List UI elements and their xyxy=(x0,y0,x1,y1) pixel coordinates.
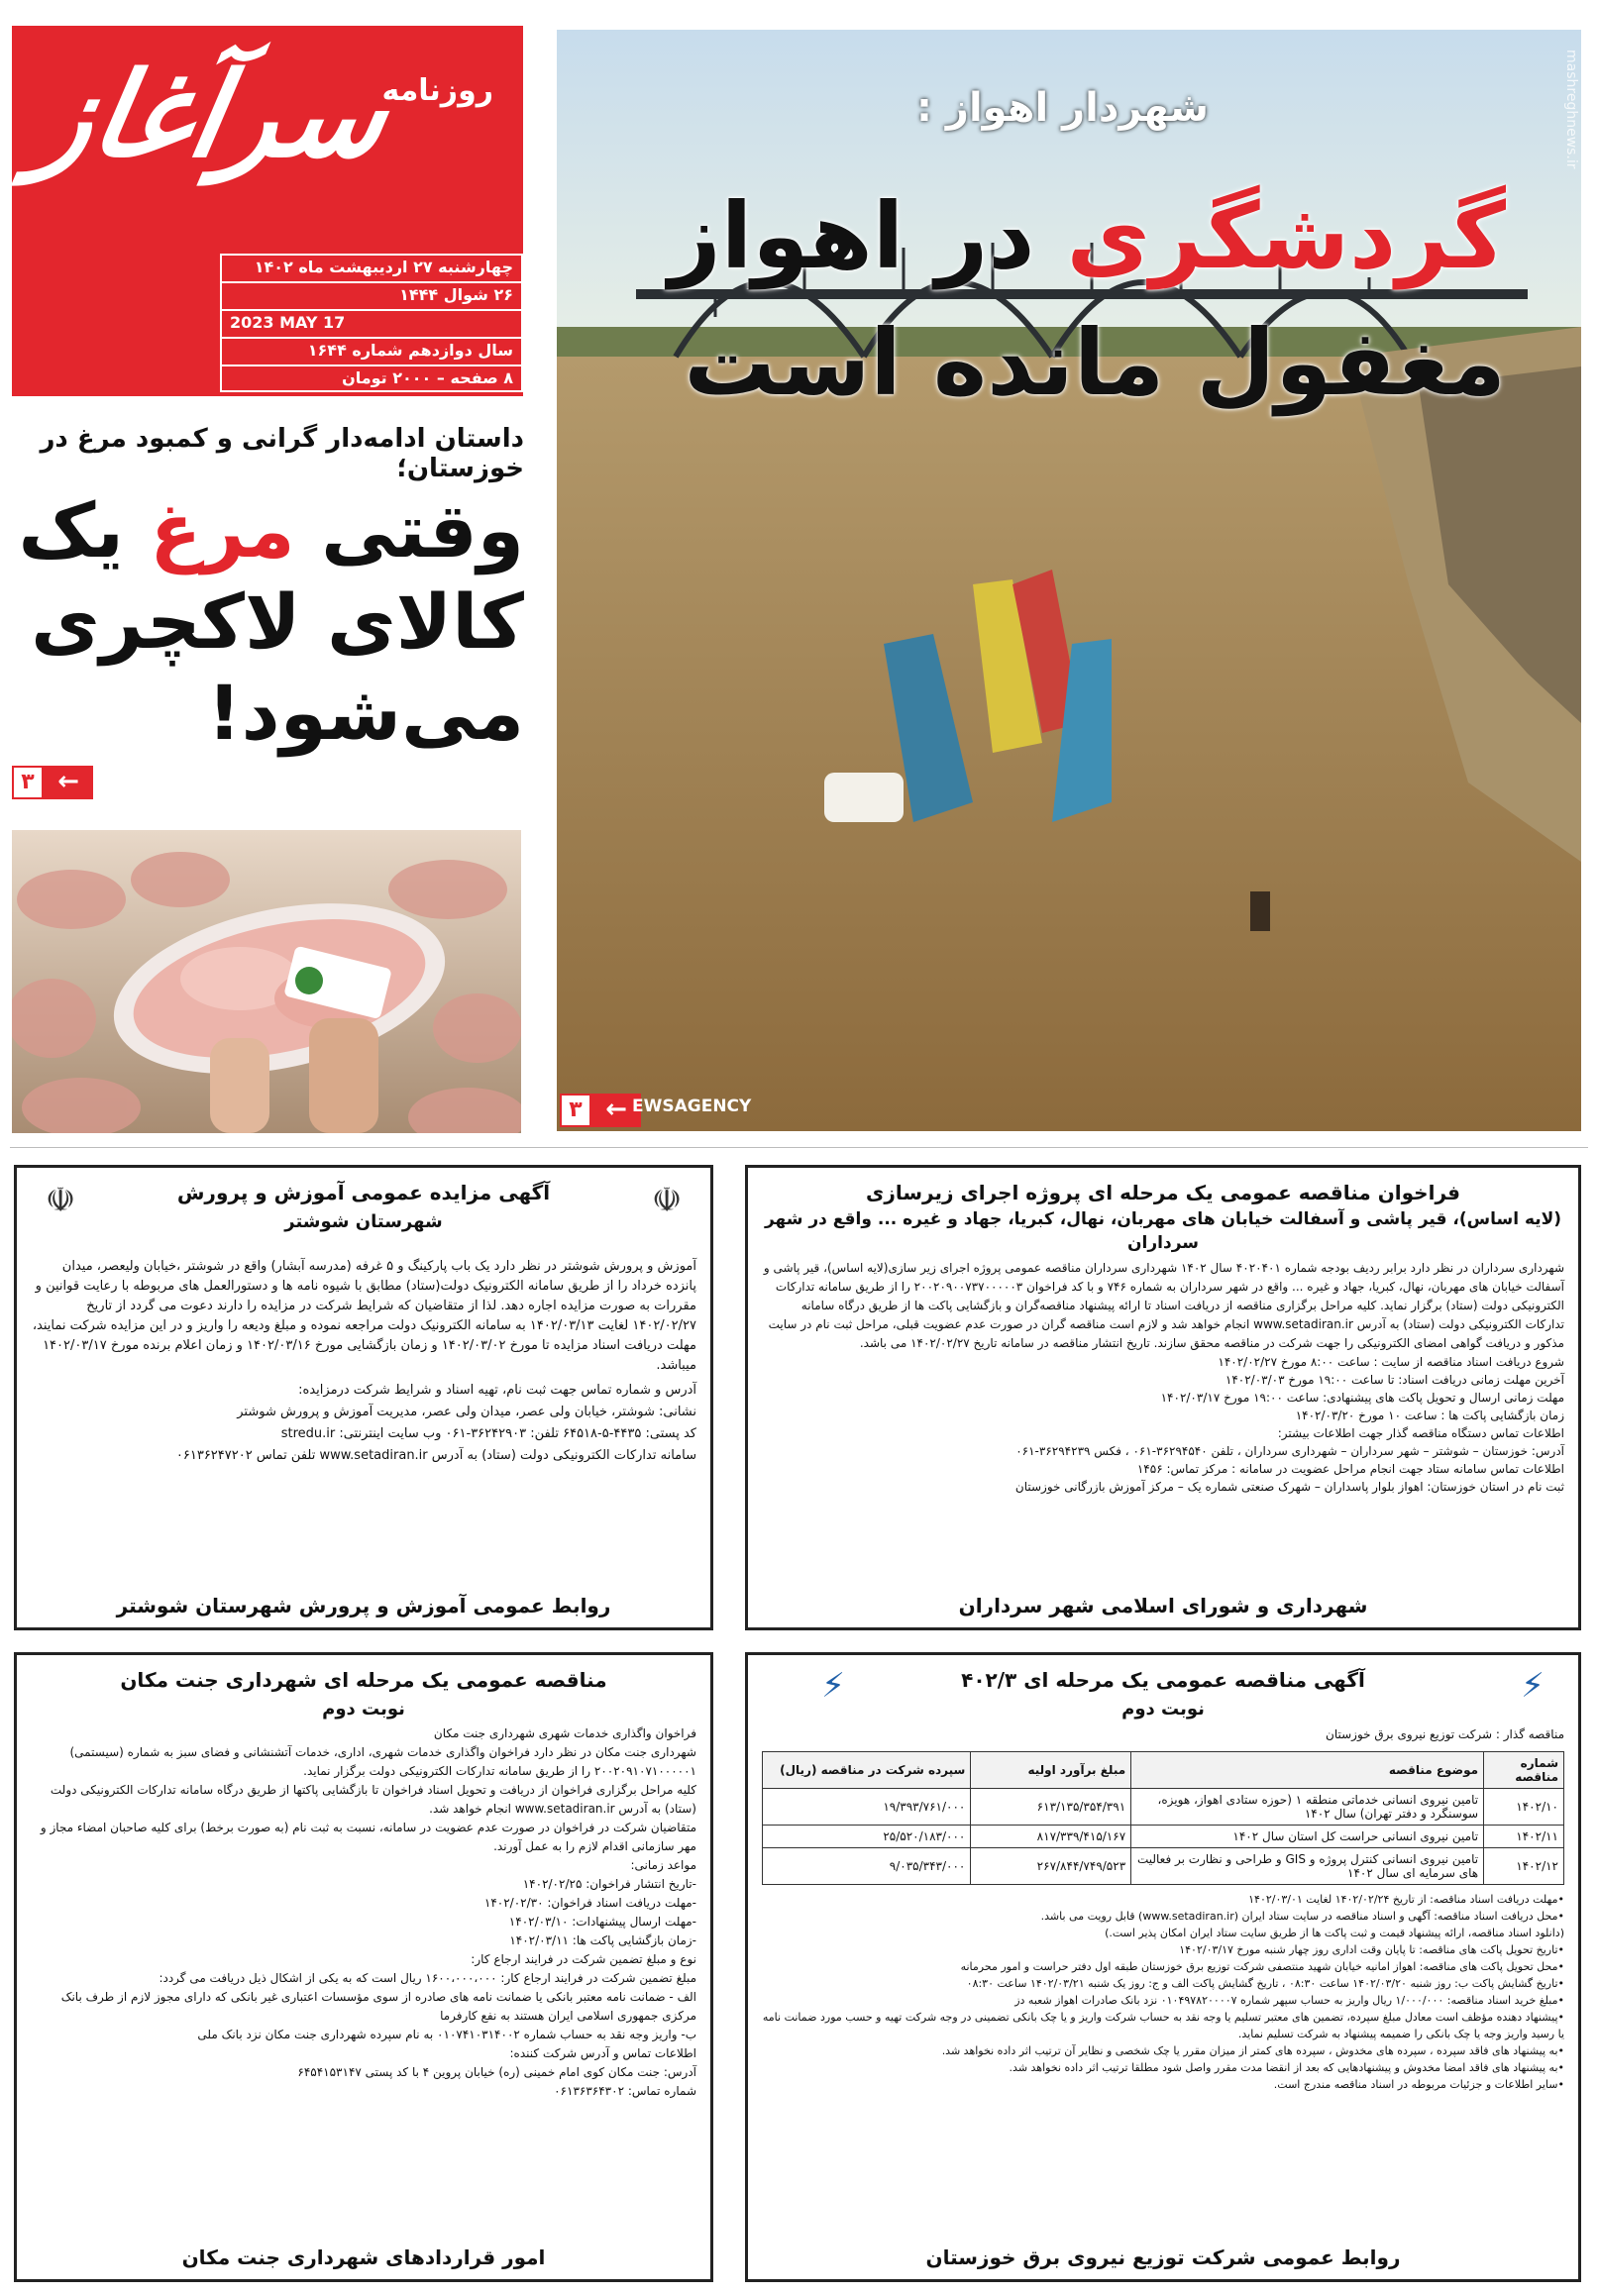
ad-subtitle: نوبت دوم xyxy=(322,1699,405,1720)
ad-title: آگهی مزایده عمومی آموزش و پرورش xyxy=(176,1181,551,1204)
table-header: شماره مناقصه xyxy=(1484,1752,1564,1789)
masthead-daily-label: روزنامه xyxy=(381,73,493,108)
table-header: مبلغ برآورد اولیه xyxy=(971,1752,1131,1789)
left-story-page-link[interactable] xyxy=(12,766,93,799)
table-row: ۱۴۰۲/۱۱ تامین نیروی انسانی حراست کل استان سال ۱۴۰۲ ۸۱۷/۳۳۹/۴۱۵/۱۶۷ ۲۵/۵۲۰/۱۸۳/۰۰۰ xyxy=(763,1826,1564,1848)
ad-footer: شهرداری و شورای اسلامی شهر سرداران xyxy=(958,1594,1368,1618)
ad-footer: روابط عمومی شرکت توزیع نیروی برق خوزستان xyxy=(925,2245,1401,2269)
arrow-left-icon: ← xyxy=(44,766,93,799)
ad-subtitle: شهرستان شوشتر xyxy=(284,1211,443,1232)
ad-subtitle: (لایه اساس)، قیر پاشی و آسفالت خیابان های مهربان، نهال، کبریا، جهاد و غیره ... واقع در شهر سرداران xyxy=(764,1209,1562,1253)
news-watermark: mashreghnews.ir xyxy=(1563,50,1579,169)
left-story-headline[interactable]: وقتی مرغ یک کالای لاکچری می‌شود! xyxy=(18,486,524,757)
ad-khuzestan-power-tender: ⚡ ⚡ آگهی مناقصه عمومی یک مرحله ای ۴۰۲/۳ نوبت دوم مناقصه گذار : شرکت توزیع نیروی برق خوزستان شماره مناقصه موضوع مناقصه مبلغ برآورد اولیه سپرده شرکت در مناقصه (ریال) ۱۴۰۲/۱۰ تامین نیروی انسانی خدماتی منطقه ۱ (حوزه ستادی اهواز، هویزه، سوسنگرد و دفتر تهران) سال ۱۴۰۲ ۶۱۳/۱۳۵/۳۵۴/۳۹۱ ۱۹/۳۹۳/۷۶۱/۰۰۰ ۱۴۰۲/۱۱ تامین نیروی انسانی حراست کل استان سال ۱۴۰۲ ۸۱۷/۳۳۹/۴۱۵/۱۶۷ ۲۵/۵۲۰/۱۸۳/۰۰۰ ۱۴۰۲/۱۲ تامین نیروی انسانی کنترل پروژه و GIS و طراحی و نظارت بر فعالیت های سرمایه ای سال ۱۴۰۲ ۲۶۷/۸۴۴/۷۴۹/۵۲۳ ۹/۰۳۵/۳۴۳/۰۰۰ •مهلت دریافت اسناد مناقصه: از تاریخ ۱۴۰۲/۰۲/۲۴ لغایت ۱۴۰۲/۰۳/۰۱ •محل دریافت اسناد مناقصه: آگهی و اسناد مناقصه در سایت ستاد ایران (www.setadiran.ir) قابل رویت می باشد. (دانلود اسناد مناقصه، ارائه پیشنهاد قیمت و ثبت پاکت ها از طریق سایت ستاد ایران امکان پذیر است.) •تاریخ تحویل پاکت های مناقصه: تا پایان وقت اداری روز چهار شنبه مورخ ۱۴۰۲/۰۳/۱۷ •محل تحویل پاکت های مناقصه: اهواز امانیه خیابان شهید منتصفی شرکت توزیع برق خوزستان طبقه اول دفتر حراست و امور محرمانه •تاریخ گشایش پاکت ب: روز شنبه ۱۴۰۲/۰۳/۲۰ ساعت ۰۸:۳۰ ، تاریخ گشایش پاکت الف و ج: روز یک شنبه ۱۴۰۲/۰۳/۲۱ ساعت ۰۸:۳۰ •مبلغ خرید اسناد مناقصه: ۱/۰۰۰/۰۰۰ ریال واریز به حساب سپهر شماره ۰۱۰۴۹۷۸۲۰۰۰۰۷ نزد بانک صادرات اهواز شعبه دز •پیشنهاد دهنده مؤظف است معادل مبلغ سپرده، تضمین های معتبر تسلیم یا وجه نقد به حساب شرکت واریز و یا چک بانکی تضمینی در وجه شرکت تهیه و حسب مورد ضمانت نامه یا رسید واریز وجه یا چک بانکی را ضمیمه پیشنهاد به شرکت تسلیم نماید. •به پیشنهاد های فاقد سپرده ، سپرده های مخدوش ، سپرده های کمتر از میزان مقرر یا چک شخصی و نظایر آن ترتیب اثر داده نخواهد شد. •به پیشنهاد های فاقد امضا مخدوش و پیشنهادهایی که بعد از انقضا مدت مقرر واصل شود مطلقا ترتیب اثر داده نخواهد شد. •سایر اطلاعات و جزئیات مربوطه در اسناد مناقصه مندرج است. روابط عمومی شرکت توزیع نیروی برق خوزستان xyxy=(745,1652,1581,2282)
hero-page-link[interactable] xyxy=(560,1094,641,1127)
newspaper-logo: سرآغاز xyxy=(25,46,398,183)
page-number: ۳ xyxy=(560,1094,591,1127)
ad-footer: امور قراردادهای شهرداری جنت مکان xyxy=(181,2245,546,2269)
issue-date-gregorian: 2023 MAY 17 xyxy=(220,309,523,337)
ad-title: مناقصه عمومی یک مرحله ای شهرداری جنت مکان xyxy=(120,1668,607,1692)
ad-body-para: شهرداری سرداران در نظر دارد برابر ردیف بودجه شماره ۴۰۲۰۴۰۱ سال ۱۴۰۲ شهرداری سرداران مناقصه عمومی پروژه اجرای زیر سازی(لایه اساس)، قیر پاشی و آسفالت خیابان های مهربان، نهال، کبریا، جهاد و غیره ... واقع در شهر سرداران به شماره ۷۴۶ و با کد فراخوان ۲۰۰۲۰۹۰۰۷۳۷۰۰۰۰۰۳ را از طریق سامانه تدارکات الکترونیکی دولت (ستاد) برگزار نماید. کلیه مراحل برگزاری مناقصه از دریافت اسناد تا ارائه پیشنهاد مناقصه‌گران و بازگشایی پاکت ها از طریق درگاه سامانه تدارکات الکترونیکی دولت (ستاد) به آدرس www.setadiran.ir انجام خواهد شد و لازم است مناقصه گران در صورت عدم عضویت قبلی، مراحل ثبت نام در سایت مذکور و دریافت گواهی امضای الکترونیکی را جهت شرکت در مناقصه محقق سازند. تاریخ انتشار مناقصه در سامانه تاریخ ۱۴۰۲/۰۲/۲۷ می باشد. xyxy=(763,1261,1564,1350)
masthead xyxy=(12,26,523,396)
hero-headline[interactable]: گردشگری در اهواز مغفول مانده است xyxy=(668,183,1506,416)
table-row: ۱۴۰۲/۱۰ تامین نیروی انسانی خدماتی منطقه ۱ (حوزه ستادی اهواز، هویزه، سوسنگرد و دفتر تهران) سال ۱۴۰۲ ۶۱۳/۱۳۵/۳۵۴/۳۹۱ ۱۹/۳۹۳/۷۶۱/۰۰۰ xyxy=(763,1789,1564,1826)
iran-emblem-icon: ☫ xyxy=(651,1181,683,1220)
arrow-left-icon: ← xyxy=(591,1094,641,1127)
ad-title: آگهی مناقصه عمومی یک مرحله ای ۴۰۲/۳ xyxy=(961,1668,1365,1692)
section-divider xyxy=(10,1147,1588,1148)
power-company-logo-icon: ⚡ xyxy=(1521,1666,1545,1706)
issue-date-persian: چهارشنبه ۲۷ اردیبهشت ماه ۱۴۰۲ xyxy=(220,254,523,281)
headline-highlight: مرغ xyxy=(150,486,295,574)
hero-kicker: شهردار اهواز : xyxy=(916,85,1209,131)
issue-price: ۸ صفحه – ۲۰۰۰ تومان xyxy=(220,365,523,392)
power-company-logo-icon: ⚡ xyxy=(821,1666,845,1706)
issue-number: سال دوازدهم شماره ۱۶۴۴ xyxy=(220,337,523,365)
issue-meta xyxy=(220,254,523,392)
ad-jannat-makan-tender: مناقصه عمومی یک مرحله ای شهرداری جنت مکان نوبت دوم فراخوان واگذاری خدمات شهری شهرداری جنت مکان شهرداری جنت مکان در نظر دارد فراخوان واگذاری خدمات شهری، اداری، خدمات آتشنشانی و فضای سبز به شماره (سیستمی) ۲۰۰۲۰۹۱۰۷۱۰۰۰۰۰۱ را از طریق سامانه تدارکات الکترونیکی دولت برگزار نماید. کلیه مراحل برگزاری فراخوان از دریافت و تحویل اسناد فراخوان تا بازگشایی پاکتها از طریق درگاه سامانه تدارکات الکترونیکی دولت (ستاد) به آدرس www.setadiran.ir انجام خواهد شد. متقاضیان شرکت در فراخوان در صورت عدم عضویت در سامانه، نسبت به ثبت نام (به صورت برخط) برای کلیه صاحبان امضاء مجاز و مهر سازمانی اقدام لازم را به عمل آورند. مواعد زمانی: -تاریخ انتشار فراخوان: ۱۴۰۲/۰۲/۲۵ -مهلت دریافت اسناد فراخوان: ۱۴۰۲/۰۲/۳۰ -مهلت ارسال پیشنهادات: ۱۴۰۲/۰۳/۱۰ -زمان بازگشایی پاکت ها: ۱۴۰۲/۰۳/۱۱ نوع و مبلغ تضمین شرکت در فرایند ارجاع کار: مبلغ تضمین شرکت در فرایند ارجاع کار: ۱۶۰۰،۰۰۰،۰۰۰ ریال است که به یکی از اشکال ذیل دریافت می گردد: الف - ضمانت نامه معتبر بانکی یا ضمانت نامه های صادره از سوی مؤسسات اعتباری غیر بانکی که دارای مجوز لازم از طرف بانک مرکزی جمهوری اسلامی ایران هستند به نفع کارفرما ب- واریز وجه نقد به حساب شماره ۰۱۰۷۴۱۰۳۱۴۰۰۲ به نام سپرده شهرداری جنت مکان نزد بانک ملی اطلاعات تماس و آدرس شرکت کننده: آدرس: جنت مکان کوی امام خمینی (ره) خیابان پروین ۴ با کد پستی ۶۴۵۴۱۵۳۱۴۷ شماره تماس: ۰۶۱۳۶۳۶۴۳۰۲ امور قراردادهای شهرداری جنت مکان xyxy=(14,1652,713,2282)
ad-shushtar-auction: ☫ ☫ آگهی مزایده عمومی آموزش و پرورش شهرستان شوشتر آموزش و پرورش شوشتر در نظر دارد یک باب پارکینگ و ۵ غرفه (مدرسه آبشار) واقع در شوشتر ،خیابان ولیعصر، میدان پانزده خرداد را از طریق سامانه الکترونیک دولت(ستاد) مطابق با شیوه نامه ها و دستورالعمل های مربوطه با رعایت قوانین و مقررات به صورت مزایده اجاره دهد. لذا از متقاضیان که شرایط شرکت در مزایده را دارند دعوت می گردد از تاریخ ۱۴۰۲/۰۲/۲۷ لغایت ۱۴۰۲/۰۳/۱۳ به سامانه الکترونیک دولت مراجعه نموده و مبلغ ودیعه را واریز و در این مزایده شرکت نمایند، مهلت دریافت اسناد مزایده تا مورخ ۱۴۰۲/۰۳/۰۲ و زمان بازگشایی مورخ ۱۴۰۲/۰۳/۱۶ و زمان اعلام برنده مورخ ۱۴۰۲/۰۳/۱۷ میباشد. آدرس و شماره تماس جهت ثبت نام، تهیه اسناد و شرایط شرکت درمزایده: نشانی: شوشتر، خیابان ولی عصر، میدان ولی عصر، مدیریت آموزش و پرورش شوشتر کد پستی: ۴۴۳۵-۵-۶۴۵۱۸ تلفن: ۳۶۲۴۲۹۰۳-۰۶۱ وب سایت اینترنتی: stredu.ir سامانه تدارکات الکترونیکی دولت (ستاد) به آدرس www.setadiran.ir تلفن تماس ۰۶۱۳۶۲۴۷۲۰۲ روابط عمومی آموزش و پرورش شهرستان شوشتر xyxy=(14,1165,713,1630)
chicken-package-photo xyxy=(12,830,521,1133)
page-number: ۳ xyxy=(12,766,44,799)
iran-emblem-icon: ☫ xyxy=(45,1181,76,1220)
table-header: سپرده شرکت در مناقصه (ریال) xyxy=(763,1752,971,1789)
ad-footer: روابط عمومی آموزش و پرورش شهرستان شوشتر xyxy=(116,1594,611,1618)
table-header: موضوع مناقصه xyxy=(1131,1752,1484,1789)
left-story-kicker: داستان ادامه‌دار گرانی و کمبود مرغ در خوزستان؛ xyxy=(40,424,524,483)
table-row: ۱۴۰۲/۱۲ تامین نیروی انسانی کنترل پروژه و GIS و طراحی و نظارت بر فعالیت های سرمایه ای سال ۱۴۰۲ ۲۶۷/۸۴۴/۷۴۹/۵۲۳ ۹/۰۳۵/۳۴۳/۰۰۰ xyxy=(763,1848,1564,1885)
ad-org-line: مناقصه گذار : شرکت توزیع نیروی برق خوزستان xyxy=(1326,1727,1564,1741)
ad-sardaran-tender: فراخوان مناقصه عمومی یک مرحله ای پروژه اجرای زیرسازی (لایه اساس)، قیر پاشی و آسفالت خیابان های مهربان، نهال، کبریا، جهاد و غیره ... واقع در شهر سرداران شهرداری سرداران در نظر دارد برابر ردیف بودجه شماره ۴۰۲۰۴۰۱ سال ۱۴۰۲ شهرداری سرداران مناقصه عمومی پروژه اجرای زیر سازی(لایه اساس)، قیر پاشی و آسفالت خیابان های مهربان، نهال، کبریا، جهاد و غیره ... واقع در شهر سرداران به شماره ۷۴۶ و با کد فراخوان ۲۰۰۲۰۹۰۰۷۳۷۰۰۰۰۰۳ را از طریق سامانه تدارکات الکترونیکی دولت (ستاد) برگزار نماید. کلیه مراحل برگزاری مناقصه از دریافت اسناد تا ارائه پیشنهاد مناقصه‌گران و بازگشایی پاکت ها از طریق درگاه سامانه تدارکات الکترونیکی دولت (ستاد) به آدرس www.setadiran.ir انجام خواهد شد و لازم است مناقصه گران در صورت عدم عضویت قبلی، مراحل ثبت نام در سایت مذکور و دریافت گواهی امضای الکترونیکی را جهت شرکت در مناقصه محقق سازند. تاریخ انتشار مناقصه در سامانه تاریخ ۱۴۰۲/۰۲/۲۷ می باشد. شروع دریافت اسناد مناقصه از سایت : ساعت ۸:۰۰ مورخ ۱۴۰۲/۰۲/۲۷ آخرین مهلت زمانی دریافت اسناد: تا ساعت ۱۹:۰۰ مورخ ۱۴۰۲/۰۳/۰۳ مهلت زمانی ارسال و تحویل پاکت های پیشنهادی: ساعت ۱۹:۰۰ مورخ ۱۴۰۲/۰۳/۱۷ زمان بازگشایی پاکت ها : ساعت ۱۰ مورخ ۱۴۰۲/۰۳/۲۰ اطلاعات تماس دستگاه مناقصه گذار جهت اطلاعات بیشتر: آدرس: خوزستان – شوشتر – شهر سرداران – شهرداری سرداران ، تلفن ۳۶۲۹۴۵۴۰-۰۶۱ ، فکس ۳۶۲۹۴۲۳۹-۰۶۱ اطلاعات تماس سامانه ستاد جهت انجام مراحل عضویت در سامانه : مرکز تماس: ۱۴۵۶ ثبت نام در استان خوزستان: اهواز بلوار پاسداران – شهرک صنعتی شماره یک – مرکز آموزش بازرگانی خوزستان شهرداری و شورای اسلامی شهر سرداران xyxy=(745,1165,1581,1630)
ad-body-para: آموزش و پرورش شوشتر در نظر دارد یک باب پارکینگ و ۵ غرفه (مدرسه آبشار) واقع در شوشتر ،خیابان ولیعصر، میدان پانزده خرداد را از طریق سامانه الکترونیک دولت(ستاد) مطابق با شیوه نامه ها و دستورالعمل های مربوطه با رعایت قوانین و مقررات به صورت مزایده اجاره دهد. لذا از متقاضیان که شرایط شرکت در مزایده را دارند دعوت می گردد از تاریخ ۱۴۰۲/۰۲/۲۷ لغایت ۱۴۰۲/۰۳/۱۳ به سامانه الکترونیک دولت مراجعه نموده و مبلغ ودیعه را واریز و در این مزایده شرکت نمایند، مهلت دریافت اسناد مزایده تا مورخ ۱۴۰۲/۰۳/۰۲ و زمان بازگشایی مورخ ۱۴۰۲/۰۳/۱۶ و زمان اعلام برنده مورخ ۱۴۰۲/۰۳/۱۷ میباشد. xyxy=(32,1259,696,1373)
ad-title: فراخوان مناقصه عمومی یک مرحله ای پروژه اجرای زیرسازی xyxy=(866,1181,1460,1204)
ad-subtitle: نوبت دوم xyxy=(1121,1699,1205,1720)
tender-table xyxy=(762,1751,1564,1885)
photo-credit: EWSAGENCY xyxy=(632,1096,752,1116)
issue-date-hijri: ۲۶ شوال ۱۴۴۴ xyxy=(220,281,523,309)
hero-headline-highlight: گردشگری xyxy=(1066,183,1506,289)
